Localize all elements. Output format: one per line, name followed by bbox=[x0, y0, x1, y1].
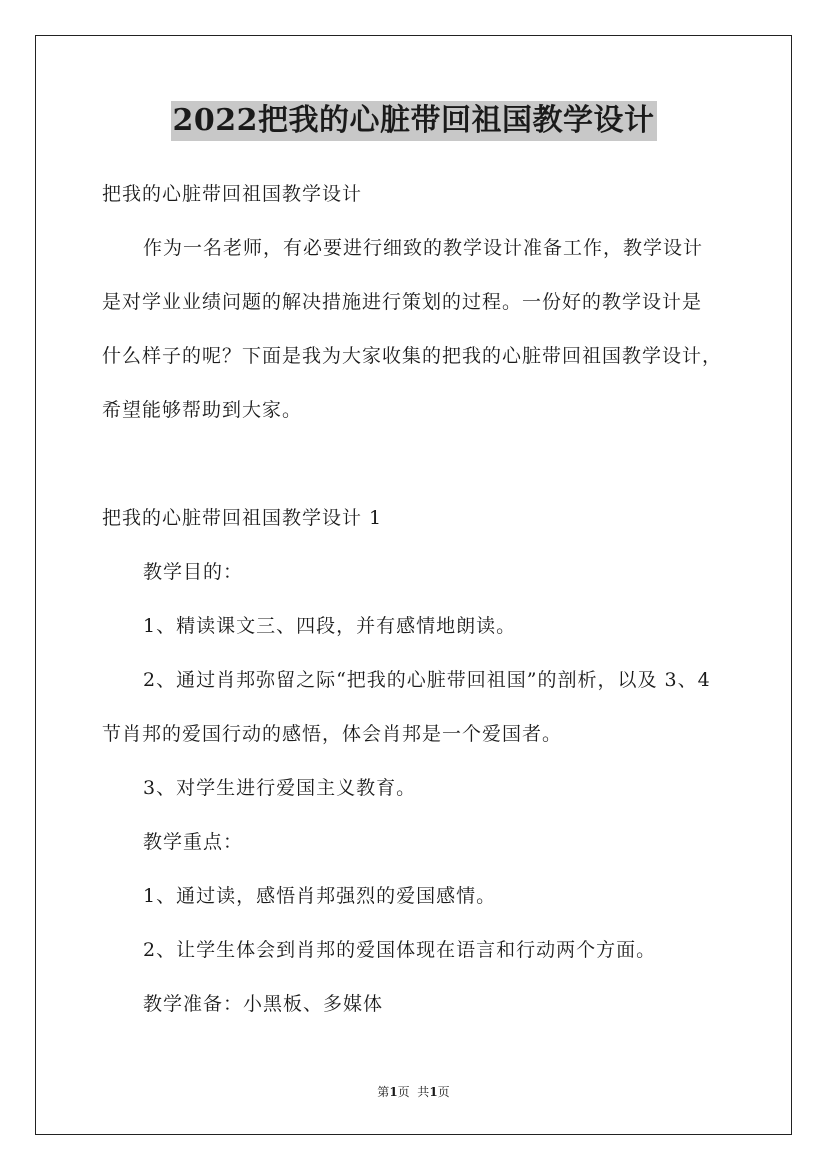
focus-item-1: 1、通过读，感悟肖邦强烈的爱国感情。 bbox=[143, 885, 497, 907]
document-title: 2022把我的心脏带回祖国教学设计 bbox=[171, 101, 657, 141]
goals-label: 教学目的： bbox=[143, 561, 244, 583]
page-footer bbox=[0, 1084, 827, 1100]
document-subtitle: 把我的心脏带回祖国教学设计 bbox=[102, 183, 363, 205]
footer-page-total: 1 bbox=[429, 1085, 438, 1099]
goal-item-2-line-1: 2、通过肖邦弥留之际“把我的心脏带回祖国”的剖析，以及 3、4 bbox=[143, 669, 711, 691]
intro-line-4: 希望能够帮助到大家。 bbox=[102, 399, 303, 421]
footer-page-number: 1 bbox=[389, 1085, 398, 1099]
footer-page-mid: 页 共 bbox=[397, 1085, 430, 1099]
goal-item-1: 1、精读课文三、四段，并有感情地朗读。 bbox=[143, 615, 517, 637]
goal-item-2-line-2: 节肖邦的爱国行动的感悟，体会肖邦是一个爱国者。 bbox=[102, 723, 563, 745]
title-block bbox=[0, 101, 827, 141]
focus-label: 教学重点： bbox=[143, 831, 244, 853]
intro-line-2: 是对学业业绩问题的解决措施进行策划的过程。一份好的教学设计是 bbox=[102, 291, 703, 313]
goal-item-3: 3、对学生进行爱国主义教育。 bbox=[143, 777, 417, 799]
footer-page-prefix: 第 bbox=[377, 1085, 390, 1099]
intro-line-3: 什么样子的呢？下面是我为大家收集的把我的心脏带回祖国教学设计， bbox=[102, 345, 723, 367]
focus-item-2: 2、让学生体会到肖邦的爱国体现在语言和行动两个方面。 bbox=[143, 939, 657, 961]
footer-page-suffix: 页 bbox=[437, 1085, 450, 1099]
section-heading: 把我的心脏带回祖国教学设计 1 bbox=[102, 507, 383, 529]
preparation-line: 教学准备：小黑板、多媒体 bbox=[143, 993, 384, 1015]
intro-line-1: 作为一名老师，有必要进行细致的教学设计准备工作，教学设计 bbox=[143, 237, 704, 259]
